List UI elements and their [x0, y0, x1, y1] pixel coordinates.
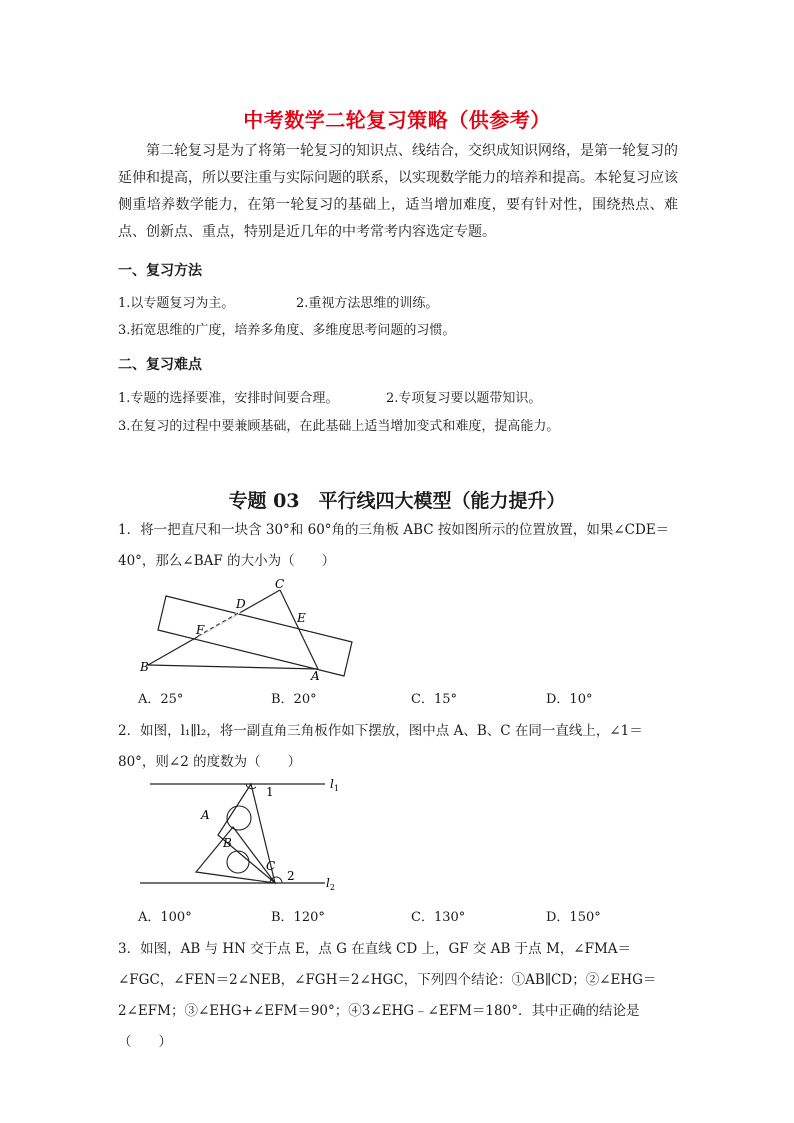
question-2-figure	[130, 774, 350, 898]
label-d: D	[236, 597, 246, 611]
label-b: B	[140, 660, 149, 674]
method-item-2: 2.重视方法思维的训练。	[296, 296, 439, 311]
page-title: 中考数学二轮复习策略（供参考）	[243, 108, 551, 132]
section-heading-methods: 一、复习方法	[118, 263, 202, 279]
q2-option-a[interactable]: A．100°	[138, 910, 192, 925]
q2-option-c[interactable]: C．130°	[411, 910, 466, 925]
label-f: F	[196, 623, 205, 637]
q1-option-a[interactable]: A．25°	[138, 692, 184, 707]
method-item-1: 1.以专题复习为主。	[118, 296, 235, 311]
ruler-shape	[158, 596, 352, 676]
q1-option-b[interactable]: B．20°	[271, 692, 317, 707]
difficulty-item-3: 3.在复习的过程中要兼顾基础，在此基础上适当增加变式和难度，提高能力。	[118, 419, 560, 434]
label-a: A	[311, 669, 320, 682]
label-e: E	[297, 611, 306, 625]
q1-option-d[interactable]: D．10°	[546, 692, 593, 707]
topic-heading: 专题 03 平行线四大模型（能力提升）	[228, 490, 566, 512]
label-angle-2: 2	[287, 869, 295, 883]
difficulties-line-1	[118, 387, 541, 406]
question-3-text: 3．如图，AB 与 HN 交于点 E，点 G 在直线 CD 上，GF 交 AB 于点 M，∠FMA＝∠FGC，∠FEN＝2∠NEB，∠FGH＝2∠HGC，下列四个结论：①AB∥CD；②∠EHG＝2∠EFM；③∠EHG+∠EFM＝90°；④3∠EHG﹣∠EFM＝180°．其中正确的结论是（ ）	[118, 941, 657, 1050]
method-item-3: 3.拓宽思维的广度，培养多角度、多维度思考问题的习惯。	[118, 323, 456, 338]
difficulty-item-2: 2.专项复习要以题带知识。	[386, 391, 542, 406]
q2-option-b[interactable]: B．120°	[271, 910, 325, 925]
q1-option-c[interactable]: C．15°	[411, 692, 457, 707]
lower-triangle-hole	[227, 851, 249, 873]
label-l2: $l_2$	[326, 876, 335, 892]
label-c: C	[266, 859, 276, 873]
label-b: B	[223, 836, 232, 850]
triangle-side-ba	[148, 665, 318, 669]
methods-line-1	[118, 292, 438, 311]
label-c: C	[275, 577, 285, 591]
label-l1: $l_1$	[330, 777, 339, 793]
difficulty-item-1: 1.专题的选择要准，安排时间要合理。	[118, 391, 339, 406]
label-a: A	[201, 808, 210, 822]
question-1-text: 1．将一把直尺和一块含 30°和 60°角的三角板 ABC 按如图所示的位置放置，如果∠CDE＝40°，那么∠BAF 的大小为（ ）	[118, 522, 670, 569]
label-angle-1: 1	[266, 785, 274, 799]
question-1-figure	[130, 574, 365, 682]
triangle-side-ca	[280, 590, 318, 669]
question-2-text: 2．如图，l₁∥l₂，将一副直角三角板作如下摆放，图中点 A、B、C 在同一直线上，∠1＝80°，则∠2 的度数为（ ）	[118, 723, 643, 770]
intro-paragraph: 第二轮复习是为了将第一轮复习的知识点、线结合，交织成知识网络，是第一轮复习的延伸和提高，所以要注重与实际问题的联系，以实现数学能力的培养和提高。本轮复习应该侧重培养数学能力，在第一轮复习的基础上，适当增加难度，要有针对性，围绕热点、难点、创新点、重点，特别是近几年的中考常考内容选定专题。	[118, 143, 678, 240]
upper-triangle-hole	[227, 806, 251, 830]
q2-option-d[interactable]: D．150°	[546, 910, 601, 925]
section-heading-difficulties: 二、复习难点	[118, 357, 202, 373]
